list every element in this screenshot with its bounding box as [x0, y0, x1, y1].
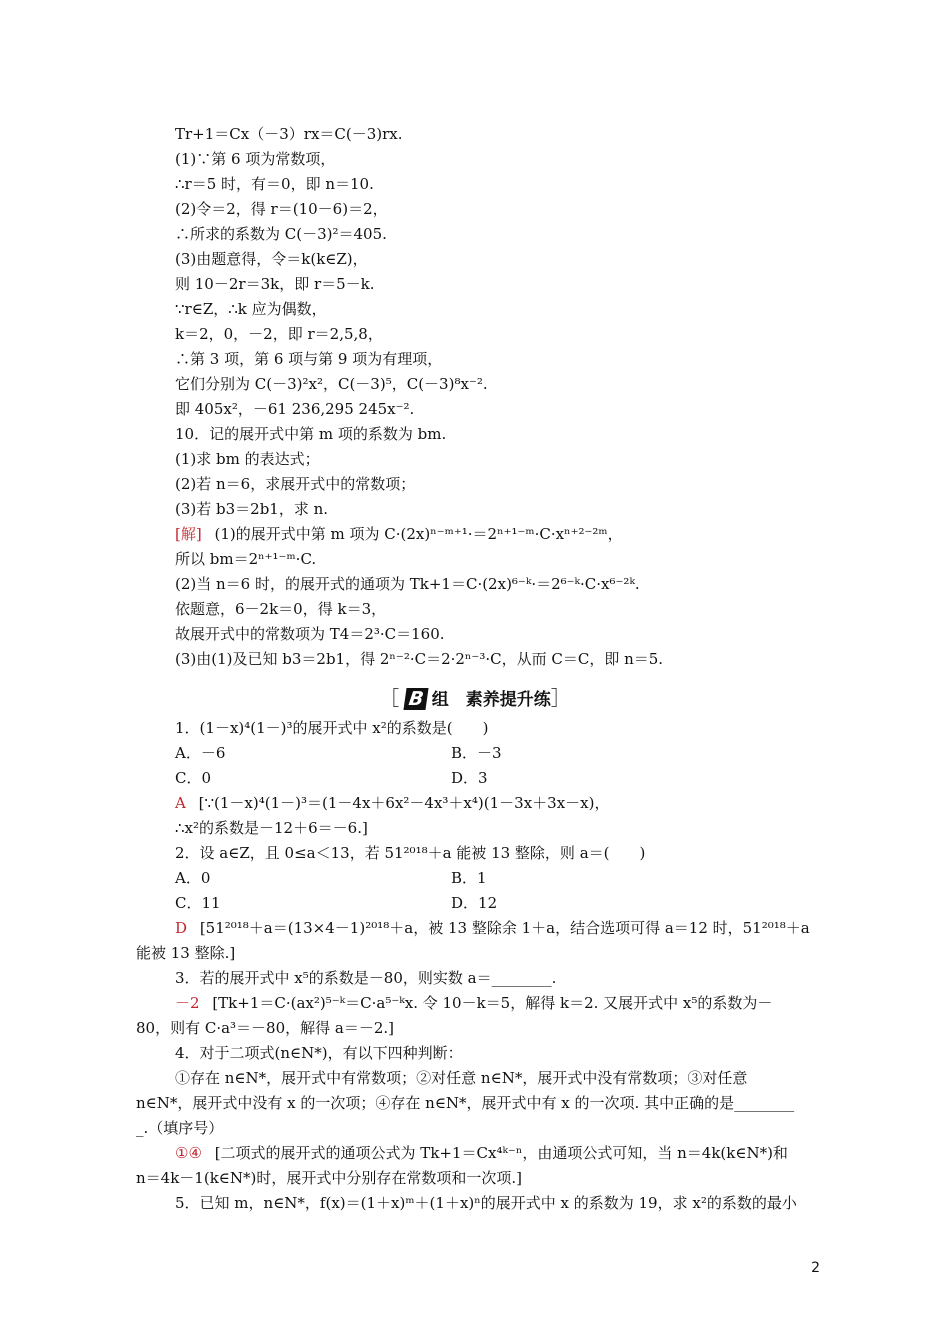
- solution-line: 所以 bm＝2ⁿ⁺¹⁻ᵐ·C.: [175, 550, 317, 568]
- text-line: ∵r∈Z，∴k 应为偶数，: [175, 300, 327, 318]
- answer-line: [175, 918, 810, 938]
- solution-line: [175, 524, 623, 544]
- answer-line: [175, 993, 772, 1013]
- text-line: ∴第 3 项，第 6 项与第 9 项为有理项，: [175, 350, 443, 368]
- explanation: [二项式的展开式的通项公式为 Tk+1＝Cx⁴ᵏ⁻ⁿ，由通项公式可知，当 n＝4k(k∈N*)和: [214, 1144, 788, 1162]
- solution-line: (3)由(1)及已知 b3＝2b1，得 2ⁿ⁻²·C＝2·2ⁿ⁻³·C，从而 C＝C，即 n＝5.: [175, 650, 664, 668]
- answer-label: ①④: [175, 1144, 202, 1162]
- option-b: B．1: [451, 869, 487, 887]
- text-line: k＝2，0，－2，即 r＝2,5,8，: [175, 325, 383, 343]
- solution-line: (2)当 n＝6 时，的展开式的通项为 Tk+1＝C·(2x)⁶⁻ᵏ·＝2⁶⁻ᵏ·C·x⁶⁻²ᵏ.: [175, 575, 640, 593]
- question-4-text: _.（填序号）: [136, 1119, 224, 1137]
- solution-line: 故展开式中的常数项为 T4＝2³·C＝160.: [175, 625, 445, 643]
- solution-line: 依题意，6－2k＝0，得 k＝3，: [175, 600, 387, 618]
- question-4-text: n∈N*，展开式中没有 x 的一次项；④存在 n∈N*，展开式中有 x 的一次项. 其中正确的是________: [136, 1094, 795, 1112]
- text-line: Tr+1＝Cx（－3）rx＝C(－3)rx.: [175, 125, 403, 143]
- text-line: 则 10－2r＝3k，即 r＝5－k.: [175, 275, 375, 293]
- explanation: ∴x²的系数是－12＋6＝－6.]: [175, 819, 368, 837]
- explanation: n＝4k－1(k∈N*)时，展开式中分别存在常数项和一次项.]: [136, 1169, 522, 1187]
- question-4-text: ①存在 n∈N*，展开式中有常数项；②对任意 n∈N*，展开式中没有常数项；③对任意: [175, 1069, 748, 1087]
- text-line: (1)∵第 6 项为常数项，: [175, 150, 336, 168]
- solution-text: (1)的展开式中第 m 项为 C·(2x)ⁿ⁻ᵐ⁺¹·＝2ⁿ⁺¹⁻ᵐ·C·xⁿ⁺²⁻²ᵐ，: [214, 525, 623, 543]
- text-line: ∴r＝5 时，有＝0，即 n＝10.: [175, 175, 374, 193]
- text-line: 它们分别为 C(－3)²x²，C(－3)⁵，C(－3)⁸x⁻².: [175, 375, 488, 393]
- answer-line: [175, 1143, 788, 1163]
- option-a: A．－6: [175, 744, 226, 762]
- answer-label: D: [175, 919, 188, 937]
- text-line: 即 405x²，－61 236,295 245x⁻².: [175, 400, 415, 418]
- explanation: [51²⁰¹⁸＋a＝(13×4－1)²⁰¹⁸＋a，被 13 整除余 1＋a，结合选项可得 a＝12 时，51²⁰¹⁸＋a: [199, 919, 810, 937]
- option-c: C．0: [175, 769, 212, 787]
- question-2-stem: 2．设 a∈Z，且 0≤a＜13，若 51²⁰¹⁸＋a 能被 13 整除，则 a＝( ): [175, 844, 646, 862]
- option-d: D．3: [451, 769, 488, 787]
- explanation: 能被 13 整除.]: [136, 944, 236, 962]
- answer-label: －2: [175, 994, 200, 1012]
- text-line: (2)若 n＝6，求展开式中的常数项；: [175, 475, 416, 493]
- question-1-stem: 1．(1－x)⁴(1－)³的展开式中 x²的系数是( ): [175, 719, 489, 737]
- text-line: (2)令＝2，得 r＝(10－6)＝2，: [175, 200, 388, 218]
- explanation: 80，则有 C·a³＝－80，解得 a＝－2.]: [136, 1019, 395, 1037]
- heading-left-bracket: ［: [379, 686, 400, 710]
- text-line: (3)若 b3＝2b1，求 n.: [175, 500, 329, 518]
- text-line: (1)求 bm 的表达式；: [175, 450, 320, 468]
- explanation: [∵(1－x)⁴(1－)³＝(1－4x＋6x²－4x³＋x⁴)(1－3x＋3x－x)，: [198, 794, 610, 812]
- group-letter-badge: B: [404, 688, 430, 710]
- heading-right-bracket: ］: [550, 686, 571, 710]
- question-10-stem: 10．记的展开式中第 m 项的系数为 bm.: [175, 425, 447, 443]
- explanation: [Tk+1＝C·(ax²)⁵⁻ᵏ＝C·a⁵⁻ᵏx. 令 10－k＝5，解得 k＝2. 又展开式中 x⁵的系数为－: [212, 994, 773, 1012]
- answer-line: [175, 793, 609, 813]
- option-c: C．11: [175, 894, 221, 912]
- solution-tag: [解]: [175, 525, 202, 543]
- option-b: B．－3: [451, 744, 502, 762]
- option-a: A．0: [175, 869, 211, 887]
- page-number: 2: [811, 1260, 820, 1276]
- question-5-stem: 5．已知 m，n∈N*，f(x)＝(1＋x)ᵐ＋(1＋x)ⁿ的展开式中 x 的系数为 19，求 x²的系数的最小: [175, 1194, 797, 1212]
- question-3-stem: 3．若的展开式中 x⁵的系数是－80，则实数 a＝________.: [175, 969, 557, 987]
- text-line: (3)由题意得，令＝k(k∈Z)，: [175, 250, 368, 268]
- text-line: ∴所求的系数为 C(－3)²＝405.: [175, 225, 387, 243]
- answer-label: A: [175, 794, 186, 812]
- question-4-stem: 4．对于二项式(n∈N*)，有以下四种判断：: [175, 1044, 463, 1062]
- section-heading: [0, 682, 950, 711]
- heading-text: 组 素养提升练: [431, 690, 551, 710]
- option-d: D．12: [451, 894, 498, 912]
